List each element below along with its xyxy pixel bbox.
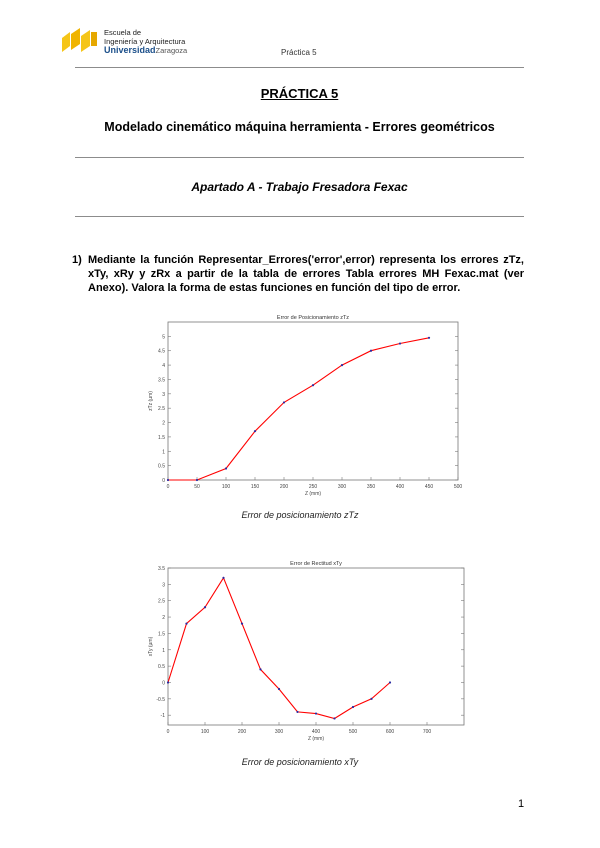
- xty-ytick-label: 1.5: [158, 631, 165, 638]
- ztz-xlabel: Z (mm): [304, 491, 322, 497]
- ztz-data-point: [196, 479, 198, 481]
- ztz-ytick-label: 4.5: [158, 348, 165, 355]
- xty-data-point: [185, 623, 187, 625]
- xty-xtick-label: 600: [385, 729, 395, 735]
- xty-ytick-label: 1: [162, 647, 165, 654]
- chart-ztz: [148, 312, 466, 502]
- xty-ytick-label: 0: [162, 680, 165, 687]
- xty-ytick-label: -0.5: [156, 696, 165, 703]
- ztz-ytick-label: 3.5: [158, 377, 165, 384]
- ztz-xtick-label: 350: [366, 484, 376, 490]
- ztz-data-point: [225, 467, 227, 469]
- ztz-xtick-label: 300: [337, 484, 347, 490]
- xty-plot-frame: [168, 568, 464, 725]
- ztz-xtick-label: 200: [279, 484, 289, 490]
- ztz-xtick-label: 450: [424, 484, 434, 490]
- xty-data-point: [241, 623, 243, 625]
- xty-xtick-label: 0: [166, 729, 170, 735]
- ztz-data-point: [341, 364, 343, 366]
- xty-data-point: [370, 698, 372, 700]
- page-title: PRÁCTICA 5: [260, 86, 339, 101]
- ztz-data-point: [167, 479, 169, 481]
- logo-city: Zaragoza: [155, 46, 188, 55]
- xty-data-point: [315, 712, 317, 714]
- xty-xlabel: Z (mm): [307, 736, 325, 742]
- chart-ztz-svg: [148, 312, 466, 502]
- chart-xty: [140, 558, 470, 748]
- ztz-ylabel: zTz (µm): [148, 391, 154, 411]
- xty-ytick-label: 3: [162, 582, 165, 589]
- chart-xty-svg: [140, 558, 470, 748]
- xty-ytick-label: 0.5: [158, 664, 165, 671]
- xty-ytick-label: 2.5: [158, 598, 165, 605]
- xty-data-point: [278, 688, 280, 690]
- section-heading: Apartado A - Trabajo Fresadora Fexac: [191, 180, 408, 194]
- question-number: 1): [72, 254, 82, 266]
- ztz-xtick-label: 100: [221, 484, 231, 490]
- logo-mark-icon: [62, 28, 98, 54]
- ztz-ytick-label: 1.5: [158, 434, 165, 441]
- xty-xtick-label: 500: [348, 729, 358, 735]
- xty-data-point: [296, 711, 298, 713]
- ztz-ytick-label: 2.5: [158, 406, 165, 413]
- xty-data-point: [204, 606, 206, 608]
- logo-text: [104, 28, 224, 55]
- ztz-ytick-label: 2: [162, 420, 165, 427]
- figure1-caption: Error de posicionamiento zTz: [241, 510, 359, 520]
- ztz-data-point: [283, 401, 285, 403]
- page-subtitle: Modelado cinemático máquina herramienta - Errores geométricos: [104, 120, 495, 134]
- section-rule: [75, 216, 524, 217]
- ztz-ytick-label: 1: [162, 449, 165, 456]
- xty-ytick-label: 3.5: [158, 566, 165, 572]
- xty-ytick-label: 2: [162, 615, 165, 622]
- question-text: Mediante la función Representar_Errores('error',error) representa los errores zTz, xTy, xRy y zRx a partir de la tabla de errores Tabla errores MH Fexac.mat (ver Anexo). Valora la forma de estas funciones en función del tipo de error.: [88, 254, 524, 294]
- xty-data-point: [389, 681, 391, 683]
- ztz-xtick-label: 400: [395, 484, 405, 490]
- xty-xtick-label: 700: [422, 729, 432, 735]
- ztz-data-point: [254, 430, 256, 432]
- page-number: 1: [518, 798, 525, 810]
- subtitle-rule: [75, 157, 524, 158]
- ztz-ytick-label: 5: [162, 334, 165, 341]
- xty-xtick-label: 200: [237, 729, 247, 735]
- logo-line1: Escuela de: [104, 28, 142, 37]
- ztz-xtick-label: 50: [194, 484, 200, 490]
- ztz-xtick-label: 500: [453, 484, 463, 490]
- xty-ylabel: xTy (µm): [148, 636, 154, 657]
- xty-data-point: [352, 706, 354, 708]
- ztz-data-point: [312, 384, 314, 386]
- ztz-ytick-label: 0: [162, 478, 165, 484]
- ztz-data-point: [370, 350, 372, 352]
- ztz-xtick-label: 0: [166, 484, 170, 490]
- xty-title: Error de Rectitud xTy: [290, 561, 342, 567]
- xty-ytick-label: -1: [160, 713, 165, 720]
- ztz-title: Error de Posicionamiento zTz: [276, 315, 350, 321]
- xty-data-point: [259, 668, 261, 670]
- xty-xtick-label: 300: [274, 729, 284, 735]
- university-logo: [62, 28, 98, 54]
- xty-data-point: [222, 577, 224, 579]
- ztz-xtick-label: 150: [250, 484, 260, 490]
- xty-data-point: [167, 681, 169, 683]
- header-doc-label: Práctica 5: [281, 48, 317, 57]
- ztz-xtick-label: 250: [308, 484, 318, 490]
- ztz-ytick-label: 4: [162, 363, 165, 370]
- xty-xtick-label: 100: [200, 729, 210, 735]
- ztz-data-point: [428, 337, 430, 339]
- ztz-ytick-label: 0.5: [158, 463, 165, 470]
- ztz-ytick-label: 3: [162, 391, 165, 398]
- xty-xtick-label: 400: [311, 729, 321, 735]
- header-rule: [75, 67, 524, 68]
- logo-university: Universidad: [104, 45, 156, 55]
- figure2-caption: Error de posicionamiento xTy: [241, 757, 359, 767]
- ztz-data-point: [399, 342, 401, 344]
- ztz-plot-frame: [168, 322, 458, 480]
- xty-data-point: [333, 717, 335, 719]
- logo-line2: Ingeniería y Arquitectura: [104, 37, 186, 46]
